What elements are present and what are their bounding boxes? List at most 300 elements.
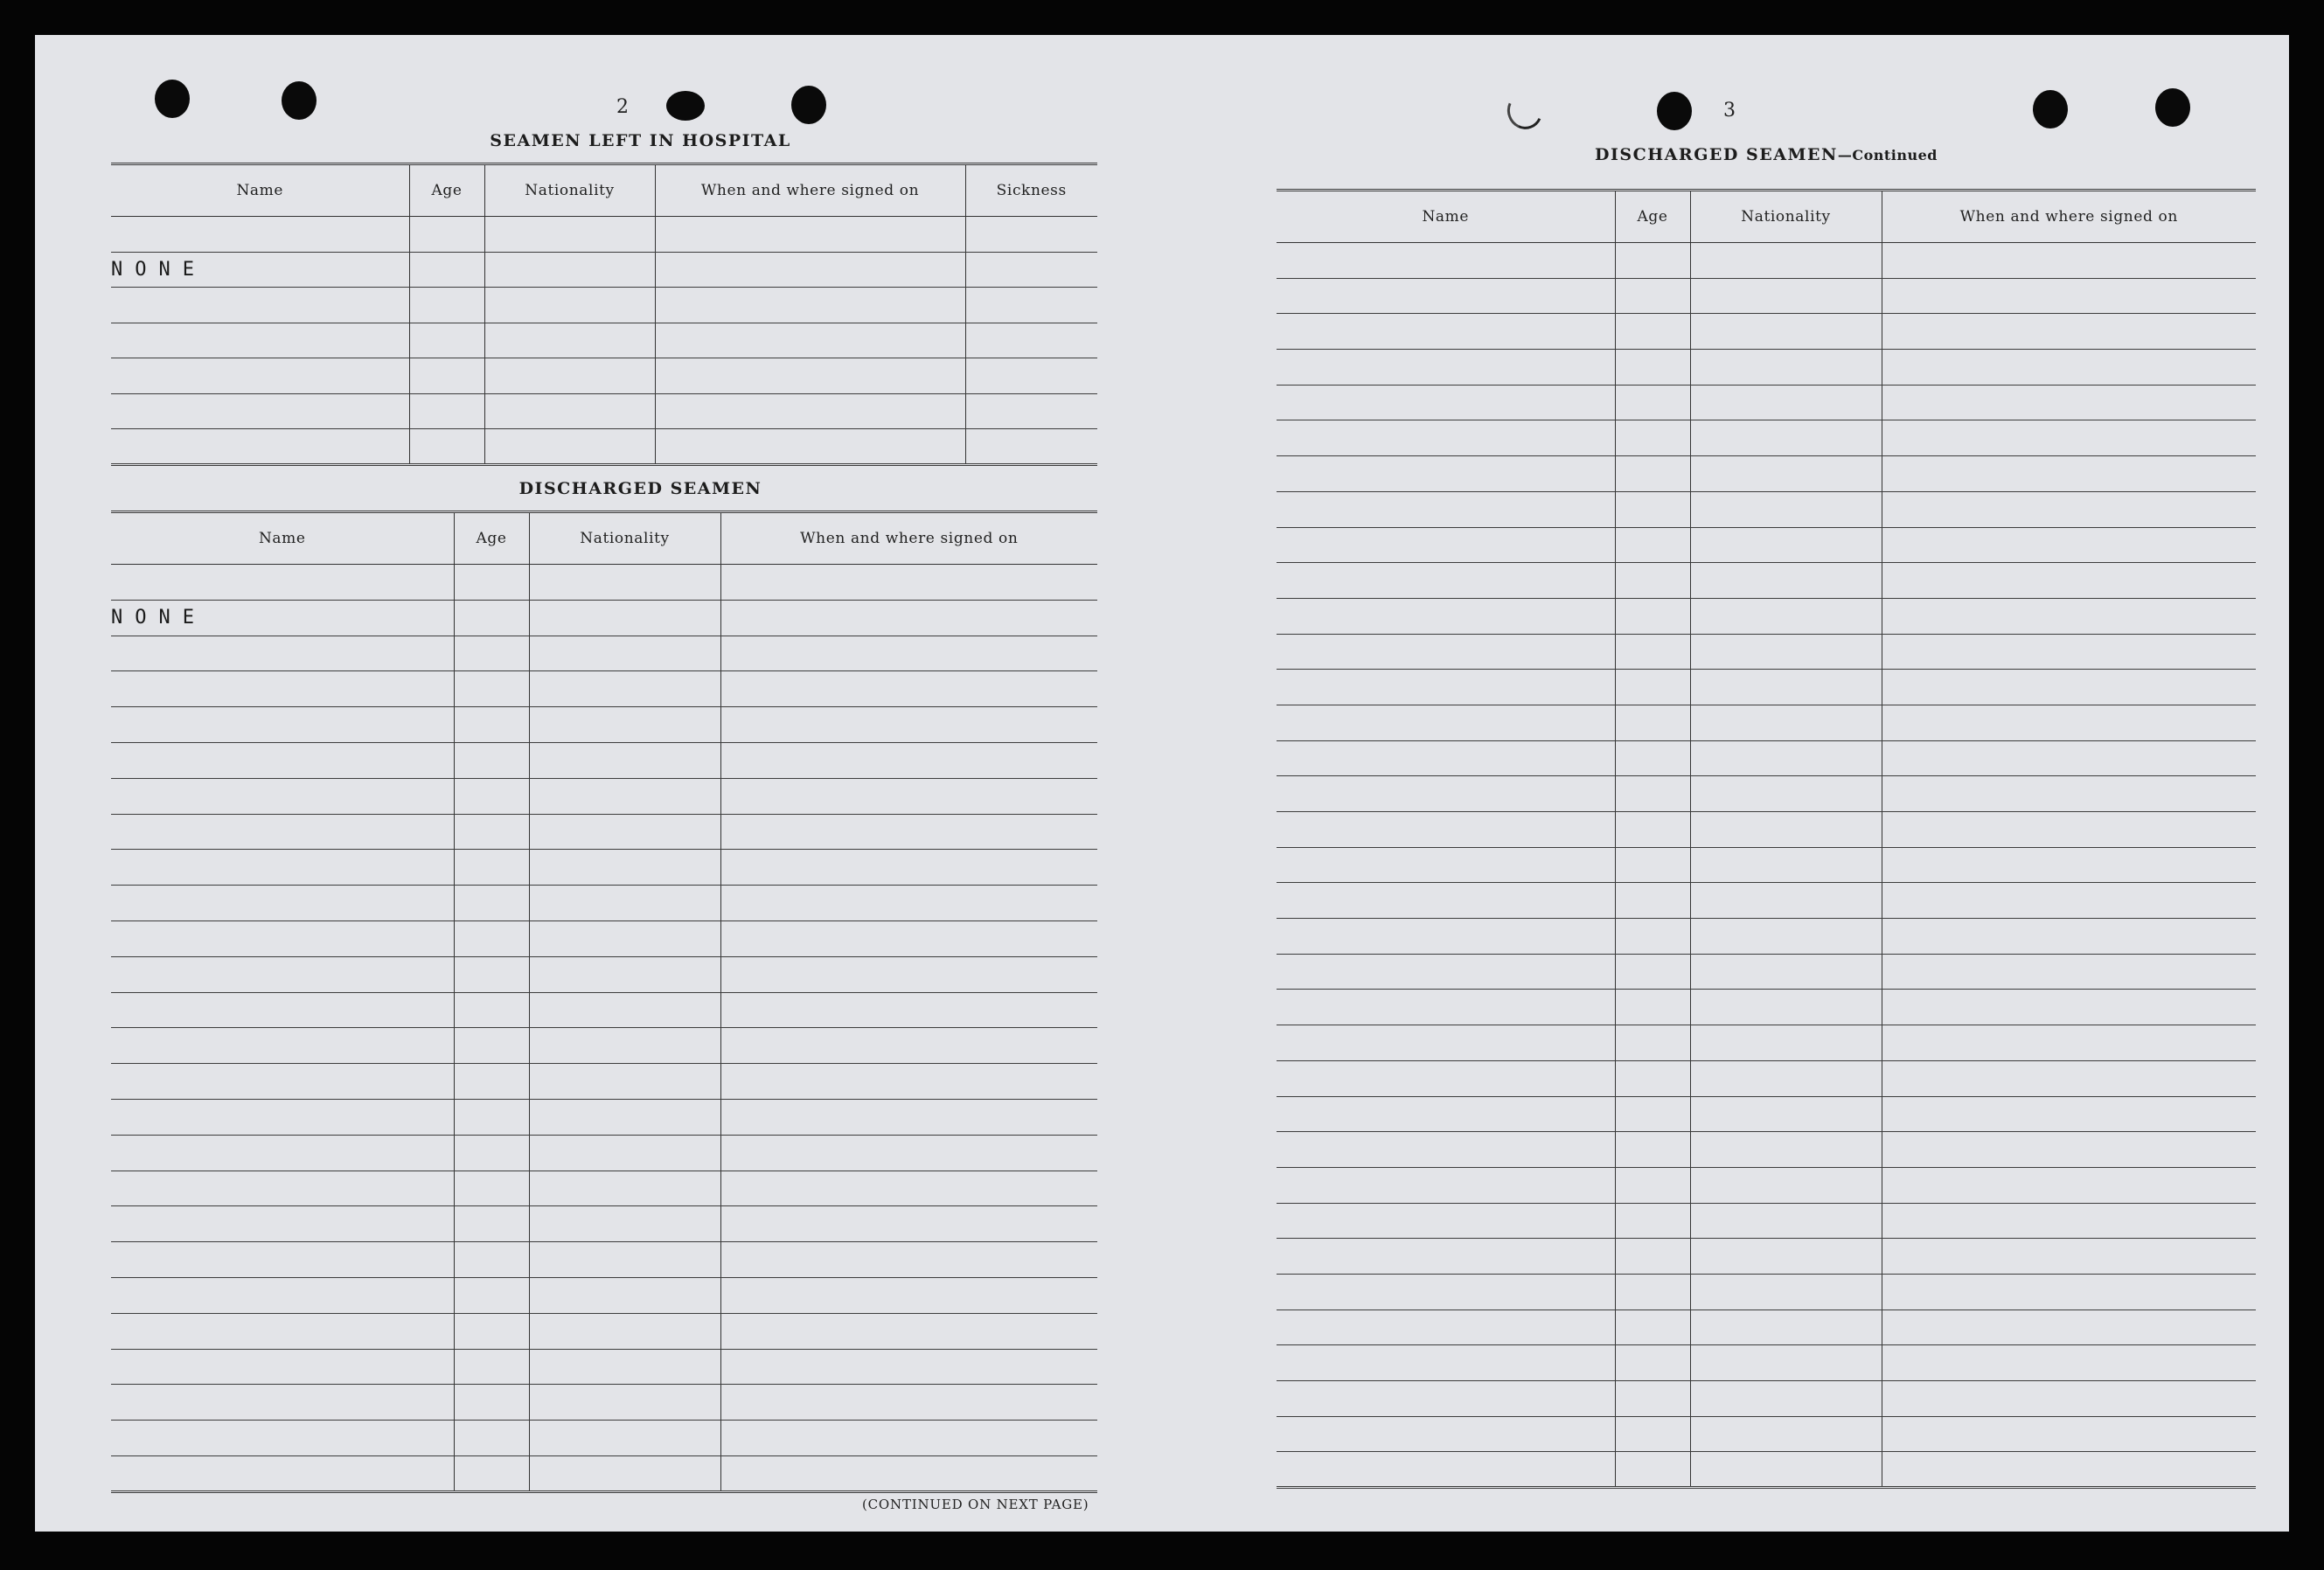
table-cell	[1615, 1345, 1690, 1381]
table-cell	[1615, 278, 1690, 314]
table-cell	[111, 1455, 454, 1491]
table-cell	[454, 1171, 529, 1206]
table-row	[111, 671, 1097, 707]
table-cell	[454, 1028, 529, 1064]
table-cell	[529, 1206, 720, 1242]
table-row	[1277, 1025, 2256, 1061]
table-cell	[1690, 456, 1882, 492]
table-cell	[454, 1064, 529, 1100]
table-cell	[1690, 776, 1882, 812]
table-cell	[1615, 456, 1690, 492]
table-row	[1277, 1309, 2256, 1345]
column-header-signed-on: When and where signed on	[655, 164, 965, 217]
table-cell	[1882, 243, 2256, 279]
table-cell	[1690, 1096, 1882, 1132]
table-cell	[111, 992, 454, 1028]
table-row	[111, 1349, 1097, 1385]
table-row	[1277, 776, 2256, 812]
table-cell	[111, 956, 454, 992]
table-cell	[1690, 420, 1882, 456]
table-cell	[484, 429, 655, 465]
column-header-signed-on: When and where signed on	[1882, 191, 2256, 243]
typed-entry: NONE	[111, 600, 454, 636]
table-cell	[1690, 314, 1882, 350]
table-cell	[484, 252, 655, 288]
table-row	[1277, 1167, 2256, 1203]
table-row	[1277, 1132, 2256, 1168]
table-cell	[529, 1455, 720, 1491]
table-row	[1277, 350, 2256, 386]
table-cell	[111, 1349, 454, 1385]
table-cell	[1882, 634, 2256, 670]
table-cell	[1882, 314, 2256, 350]
table-cell	[1690, 954, 1882, 990]
table-cell	[409, 429, 484, 465]
table-cell	[529, 992, 720, 1028]
table-cell	[409, 252, 484, 288]
table-cell	[720, 1064, 1097, 1100]
table-cell	[484, 217, 655, 253]
table-cell	[454, 1135, 529, 1171]
table-row	[111, 1099, 1097, 1135]
table-cell	[965, 393, 1097, 429]
table-cell	[1690, 1060, 1882, 1096]
table-cell	[111, 1313, 454, 1349]
table-row	[111, 1171, 1097, 1206]
table-cell	[1277, 954, 1615, 990]
page-number: 2	[616, 96, 629, 118]
table-row	[111, 600, 1097, 636]
table-cell	[1277, 527, 1615, 563]
table-cell	[1615, 1416, 1690, 1452]
table-cell	[454, 1421, 529, 1456]
table-cell	[1690, 705, 1882, 740]
table-cell	[1615, 1239, 1690, 1275]
table-cell	[720, 992, 1097, 1028]
table-cell	[529, 600, 720, 636]
table-cell	[1277, 491, 1615, 527]
table-cell	[655, 288, 965, 323]
table-cell	[529, 1313, 720, 1349]
table-cell	[655, 393, 965, 429]
table-row	[111, 1385, 1097, 1421]
table-cell	[111, 636, 454, 671]
table-cell	[1690, 919, 1882, 955]
table-row	[111, 323, 1097, 358]
table-cell	[1690, 1452, 1882, 1488]
table-row	[1277, 491, 2256, 527]
punch-hole	[666, 91, 705, 121]
table-cell	[454, 850, 529, 886]
table-cell	[1615, 1167, 1690, 1203]
table-cell	[720, 1206, 1097, 1242]
table-cell	[454, 600, 529, 636]
table-row	[1277, 1203, 2256, 1239]
discharged-section-title: DISCHARGED SEAMEN	[518, 479, 762, 498]
table-cell	[965, 358, 1097, 394]
punch-hole-partial	[1502, 87, 1548, 134]
table-row	[1277, 1239, 2256, 1275]
table-cell	[529, 707, 720, 743]
table-cell	[484, 323, 655, 358]
table-cell	[1277, 919, 1615, 955]
table-cell	[1615, 954, 1690, 990]
table-cell	[111, 671, 454, 707]
table-cell	[720, 850, 1097, 886]
page-number: 3	[1723, 100, 1736, 122]
table-cell	[655, 252, 965, 288]
table-cell	[1882, 990, 2256, 1025]
table-cell	[1882, 1452, 2256, 1488]
table-cell	[965, 288, 1097, 323]
table-cell	[720, 600, 1097, 636]
table-cell	[529, 850, 720, 886]
column-header-nationality: Nationality	[1690, 191, 1882, 243]
table-cell	[1277, 1203, 1615, 1239]
table-cell	[409, 358, 484, 394]
table-cell	[111, 393, 409, 429]
table-cell	[1277, 1274, 1615, 1309]
table-cell	[111, 1064, 454, 1100]
table-row	[111, 920, 1097, 956]
document-sheet	[35, 35, 2289, 1532]
table-cell	[111, 814, 454, 850]
table-row	[111, 1421, 1097, 1456]
table-cell	[529, 1277, 720, 1313]
table-cell	[1277, 1239, 1615, 1275]
table-cell	[111, 1421, 454, 1456]
table-cell	[529, 1385, 720, 1421]
table-cell	[454, 1099, 529, 1135]
table-cell	[1277, 278, 1615, 314]
table-row	[111, 886, 1097, 921]
table-cell	[1690, 491, 1882, 527]
table-cell	[1882, 740, 2256, 776]
table-cell	[1882, 385, 2256, 420]
table-row	[111, 1206, 1097, 1242]
table-cell	[111, 1135, 454, 1171]
table-cell	[1615, 527, 1690, 563]
column-header-nationality: Nationality	[529, 512, 720, 565]
table-cell	[1615, 1309, 1690, 1345]
table-cell	[720, 1028, 1097, 1064]
punch-hole	[282, 81, 317, 120]
table-cell	[720, 1135, 1097, 1171]
table-cell	[720, 814, 1097, 850]
table-cell	[111, 1028, 454, 1064]
table-cell	[1690, 527, 1882, 563]
table-cell	[1690, 243, 1882, 279]
table-cell	[720, 742, 1097, 778]
table-row	[1277, 1381, 2256, 1417]
column-header-age: Age	[409, 164, 484, 217]
table-cell	[1277, 1309, 1615, 1345]
table-cell	[1882, 1203, 2256, 1239]
table-cell	[1882, 670, 2256, 705]
table-cell	[529, 636, 720, 671]
table-cell	[409, 323, 484, 358]
table-row	[111, 429, 1097, 465]
table-row	[1277, 278, 2256, 314]
table-cell	[1277, 385, 1615, 420]
section-title-text: DISCHARGED SEAMEN	[1595, 145, 1838, 164]
table-cell	[1690, 278, 1882, 314]
table-cell	[1615, 563, 1690, 599]
table-cell	[720, 565, 1097, 601]
table-row	[1277, 990, 2256, 1025]
table-cell	[1277, 670, 1615, 705]
table-cell	[529, 920, 720, 956]
table-cell	[529, 956, 720, 992]
table-cell	[720, 1313, 1097, 1349]
table-row	[1277, 598, 2256, 634]
table-cell	[1882, 598, 2256, 634]
table-cell	[1882, 883, 2256, 919]
table-cell	[454, 778, 529, 814]
table-cell	[454, 742, 529, 778]
table-cell	[529, 565, 720, 601]
table-cell	[1882, 278, 2256, 314]
table-cell	[111, 1277, 454, 1313]
table-row	[1277, 1345, 2256, 1381]
table-cell	[1882, 705, 2256, 740]
table-cell	[529, 1028, 720, 1064]
table-cell	[1615, 314, 1690, 350]
table-cell	[111, 288, 409, 323]
table-cell	[529, 1171, 720, 1206]
column-header-name: Name	[111, 164, 409, 217]
table-cell	[1882, 527, 2256, 563]
punch-hole	[2033, 90, 2068, 129]
table-cell	[1615, 670, 1690, 705]
table-row	[111, 1135, 1097, 1171]
table-cell	[1882, 491, 2256, 527]
table-cell	[965, 252, 1097, 288]
table-row	[1277, 847, 2256, 883]
table-row	[1277, 1452, 2256, 1488]
table-cell	[1277, 1381, 1615, 1417]
table-cell	[1615, 1132, 1690, 1168]
table-row	[111, 992, 1097, 1028]
table-cell	[1277, 1416, 1615, 1452]
table-cell	[1882, 1060, 2256, 1096]
table-cell	[454, 1455, 529, 1491]
discharged-table	[111, 511, 1097, 1493]
punch-hole	[1657, 92, 1692, 130]
table-cell	[1615, 1452, 1690, 1488]
table-cell	[111, 707, 454, 743]
table-cell	[111, 323, 409, 358]
table-cell	[454, 565, 529, 601]
table-row	[1277, 1096, 2256, 1132]
table-cell	[484, 288, 655, 323]
table-cell	[965, 323, 1097, 358]
table-cell	[454, 1349, 529, 1385]
table-row	[111, 1028, 1097, 1064]
table-cell	[1690, 812, 1882, 848]
table-cell	[1690, 350, 1882, 386]
table-cell	[1615, 740, 1690, 776]
table-cell	[1277, 740, 1615, 776]
table-cell	[529, 1099, 720, 1135]
table-cell	[720, 1349, 1097, 1385]
table-row	[111, 1242, 1097, 1278]
table-cell	[1882, 847, 2256, 883]
table-cell	[1690, 1309, 1882, 1345]
table-cell	[1690, 1416, 1882, 1452]
table-cell	[1882, 1416, 2256, 1452]
table-cell	[454, 886, 529, 921]
table-cell	[1615, 776, 1690, 812]
table-cell	[1690, 990, 1882, 1025]
table-cell	[1690, 740, 1882, 776]
table-cell	[1277, 1167, 1615, 1203]
table-cell	[720, 1171, 1097, 1206]
table-cell	[1882, 1345, 2256, 1381]
table-cell	[720, 1099, 1097, 1135]
table-cell	[1882, 350, 2256, 386]
column-header-age: Age	[454, 512, 529, 565]
table-cell	[454, 707, 529, 743]
table-row	[111, 393, 1097, 429]
table-cell	[1277, 1345, 1615, 1381]
table-cell	[1882, 812, 2256, 848]
table-cell	[529, 1421, 720, 1456]
table-row	[111, 288, 1097, 323]
table-cell	[111, 565, 454, 601]
table-cell	[1690, 1274, 1882, 1309]
table-cell	[1882, 456, 2256, 492]
table-cell	[111, 429, 409, 465]
table-cell	[1690, 563, 1882, 599]
table-cell	[1277, 847, 1615, 883]
table-cell	[1690, 1203, 1882, 1239]
table-cell	[720, 1455, 1097, 1491]
table-cell	[409, 288, 484, 323]
table-cell	[529, 671, 720, 707]
table-cell	[1882, 1167, 2256, 1203]
table-row	[111, 814, 1097, 850]
table-cell	[454, 1206, 529, 1242]
table-cell	[720, 778, 1097, 814]
column-header-nationality: Nationality	[484, 164, 655, 217]
table-row	[1277, 812, 2256, 848]
table-row	[111, 956, 1097, 992]
table-cell	[529, 1135, 720, 1171]
column-header-name: Name	[1277, 191, 1615, 243]
table-cell	[1615, 1025, 1690, 1061]
table-cell	[1615, 883, 1690, 919]
table-cell	[1882, 776, 2256, 812]
table-cell	[111, 850, 454, 886]
table-cell	[1615, 990, 1690, 1025]
table-row	[1277, 883, 2256, 919]
table-cell	[529, 1242, 720, 1278]
table-cell	[1615, 243, 1690, 279]
table-row	[111, 1313, 1097, 1349]
table-row	[1277, 314, 2256, 350]
table-cell	[1690, 847, 1882, 883]
table-cell	[1277, 1132, 1615, 1168]
table-cell	[111, 217, 409, 253]
table-row	[1277, 527, 2256, 563]
table-cell	[720, 886, 1097, 921]
table-row	[111, 1064, 1097, 1100]
table-cell	[1277, 350, 1615, 386]
table-cell	[454, 920, 529, 956]
table-cell	[720, 920, 1097, 956]
table-cell	[1277, 314, 1615, 350]
punch-hole	[791, 86, 826, 124]
table-row	[1277, 243, 2256, 279]
table-cell	[720, 671, 1097, 707]
table-cell	[1615, 491, 1690, 527]
table-cell	[454, 1313, 529, 1349]
table-cell	[1615, 1381, 1690, 1417]
table-cell	[655, 358, 965, 394]
table-cell	[720, 1242, 1097, 1278]
table-cell	[1690, 1381, 1882, 1417]
table-row	[111, 742, 1097, 778]
table-cell	[1690, 670, 1882, 705]
table-cell	[1690, 1167, 1882, 1203]
table-cell	[1690, 1132, 1882, 1168]
table-cell	[454, 1277, 529, 1313]
table-cell	[1615, 385, 1690, 420]
table-cell	[1277, 243, 1615, 279]
table-cell	[720, 1385, 1097, 1421]
table-cell	[1615, 705, 1690, 740]
table-cell	[111, 1206, 454, 1242]
table-row	[1277, 670, 2256, 705]
table-cell	[454, 814, 529, 850]
table-cell	[1615, 1274, 1690, 1309]
table-cell	[1277, 420, 1615, 456]
table-cell	[1277, 634, 1615, 670]
table-cell	[1882, 1309, 2256, 1345]
table-cell	[655, 323, 965, 358]
table-cell	[1882, 1096, 2256, 1132]
discharged-continued-table	[1277, 189, 2256, 1489]
table-cell	[720, 956, 1097, 992]
column-header-age: Age	[1615, 191, 1690, 243]
table-cell	[720, 1421, 1097, 1456]
table-cell	[111, 1099, 454, 1135]
table-cell	[1277, 1025, 1615, 1061]
table-cell	[1690, 634, 1882, 670]
right-page	[1163, 35, 2289, 1532]
table-cell	[1690, 1025, 1882, 1061]
table-cell	[454, 636, 529, 671]
table-cell	[1277, 1060, 1615, 1096]
table-cell	[1277, 563, 1615, 599]
table-row	[111, 778, 1097, 814]
table-cell	[484, 393, 655, 429]
table-cell	[1882, 1132, 2256, 1168]
table-cell	[1615, 919, 1690, 955]
table-row	[1277, 634, 2256, 670]
table-cell	[111, 778, 454, 814]
table-cell	[1277, 705, 1615, 740]
table-cell	[1615, 847, 1690, 883]
table-cell	[1615, 1060, 1690, 1096]
hospital-section-title: SEAMEN LEFT IN HOSPITAL	[490, 131, 791, 150]
column-header-sickness: Sickness	[965, 164, 1097, 217]
table-row	[111, 1277, 1097, 1313]
table-cell	[1277, 1452, 1615, 1488]
table-cell	[1615, 598, 1690, 634]
hospital-table	[111, 163, 1097, 466]
